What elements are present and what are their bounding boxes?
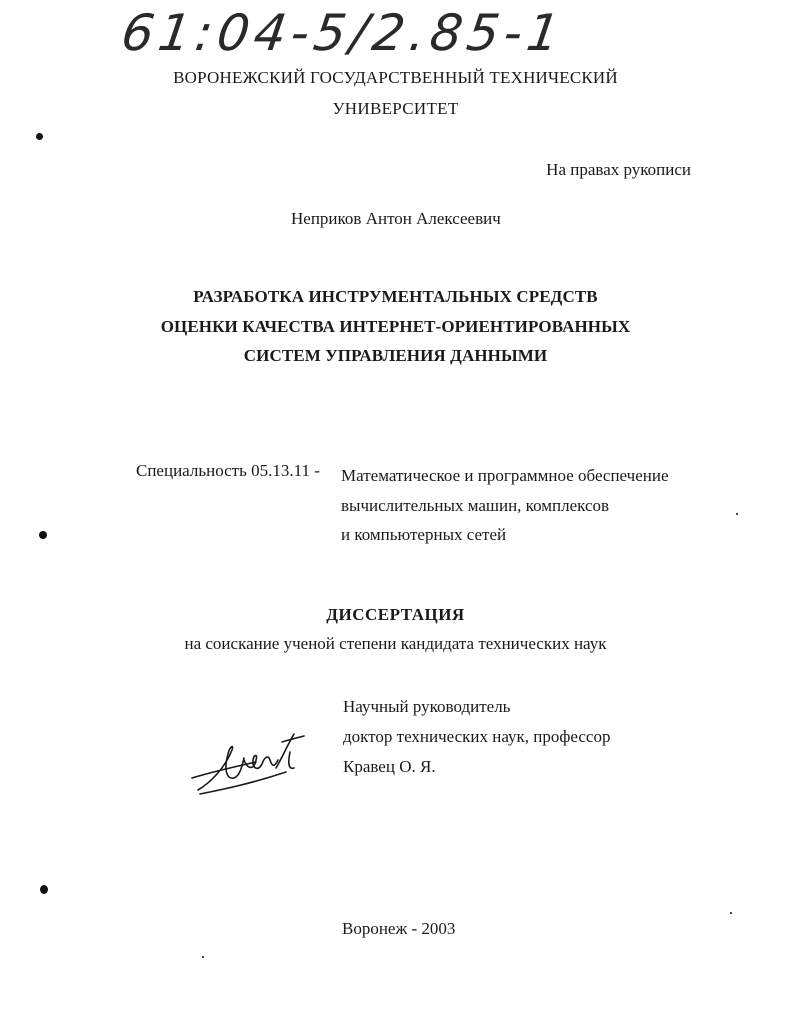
- specialty-description: [341, 461, 669, 550]
- specialty-line-1: Математическое и программное обеспечение: [341, 466, 669, 485]
- scan-speck: [736, 513, 738, 515]
- scan-speck: [730, 912, 732, 914]
- advisor-block: [343, 692, 610, 782]
- scan-speck: [202, 956, 204, 958]
- university-line-2: УНИВЕРСИТЕТ: [332, 99, 459, 118]
- specialty-line-3: и компьютерных сетей: [341, 525, 507, 544]
- specialty-line-2: вычислительных машин, комплексов: [341, 495, 610, 515]
- city-year: Воронеж - 2003: [342, 919, 456, 938]
- advisor-name: Кравец О. Я.: [343, 757, 436, 776]
- manuscript-rights: На правах рукописи: [546, 160, 691, 179]
- scan-speck: [39, 531, 47, 539]
- thesis-title-line-3: СИСТЕМ УПРАВЛЕНИЯ ДАННЫМИ: [243, 346, 548, 365]
- scan-speck: [36, 133, 43, 140]
- thesis-title-line-2: ОЦЕНКИ КАЧЕСТВА ИНТЕРНЕТ-ОРИЕНТИРОВАННЫХ: [160, 317, 631, 336]
- signature: [190, 728, 310, 798]
- university-line-1: ВОРОНЕЖСКИЙ ГОСУДАРСТВЕННЫЙ ТЕХНИЧЕСКИЙ: [173, 68, 618, 87]
- advisor-role: Научный руководитель: [343, 697, 511, 716]
- dissertation-heading: ДИССЕРТАЦИЯ: [326, 605, 465, 624]
- dissertation-subtitle: на соискание ученой степени кандидата технических наук: [184, 634, 607, 653]
- scan-speck: [40, 885, 48, 894]
- archive-code-handwritten: 61:04-5/2.85-1: [117, 4, 569, 62]
- author-name: Неприков Антон Алексеевич: [291, 209, 501, 228]
- specialty-label: Специальность 05.13.11 -: [136, 461, 320, 480]
- advisor-degree: доктор технических наук, профессор: [343, 727, 611, 746]
- thesis-title-line-1: РАЗРАБОТКА ИНСТРУМЕНТАЛЬНЫХ СРЕДСТВ: [193, 287, 598, 306]
